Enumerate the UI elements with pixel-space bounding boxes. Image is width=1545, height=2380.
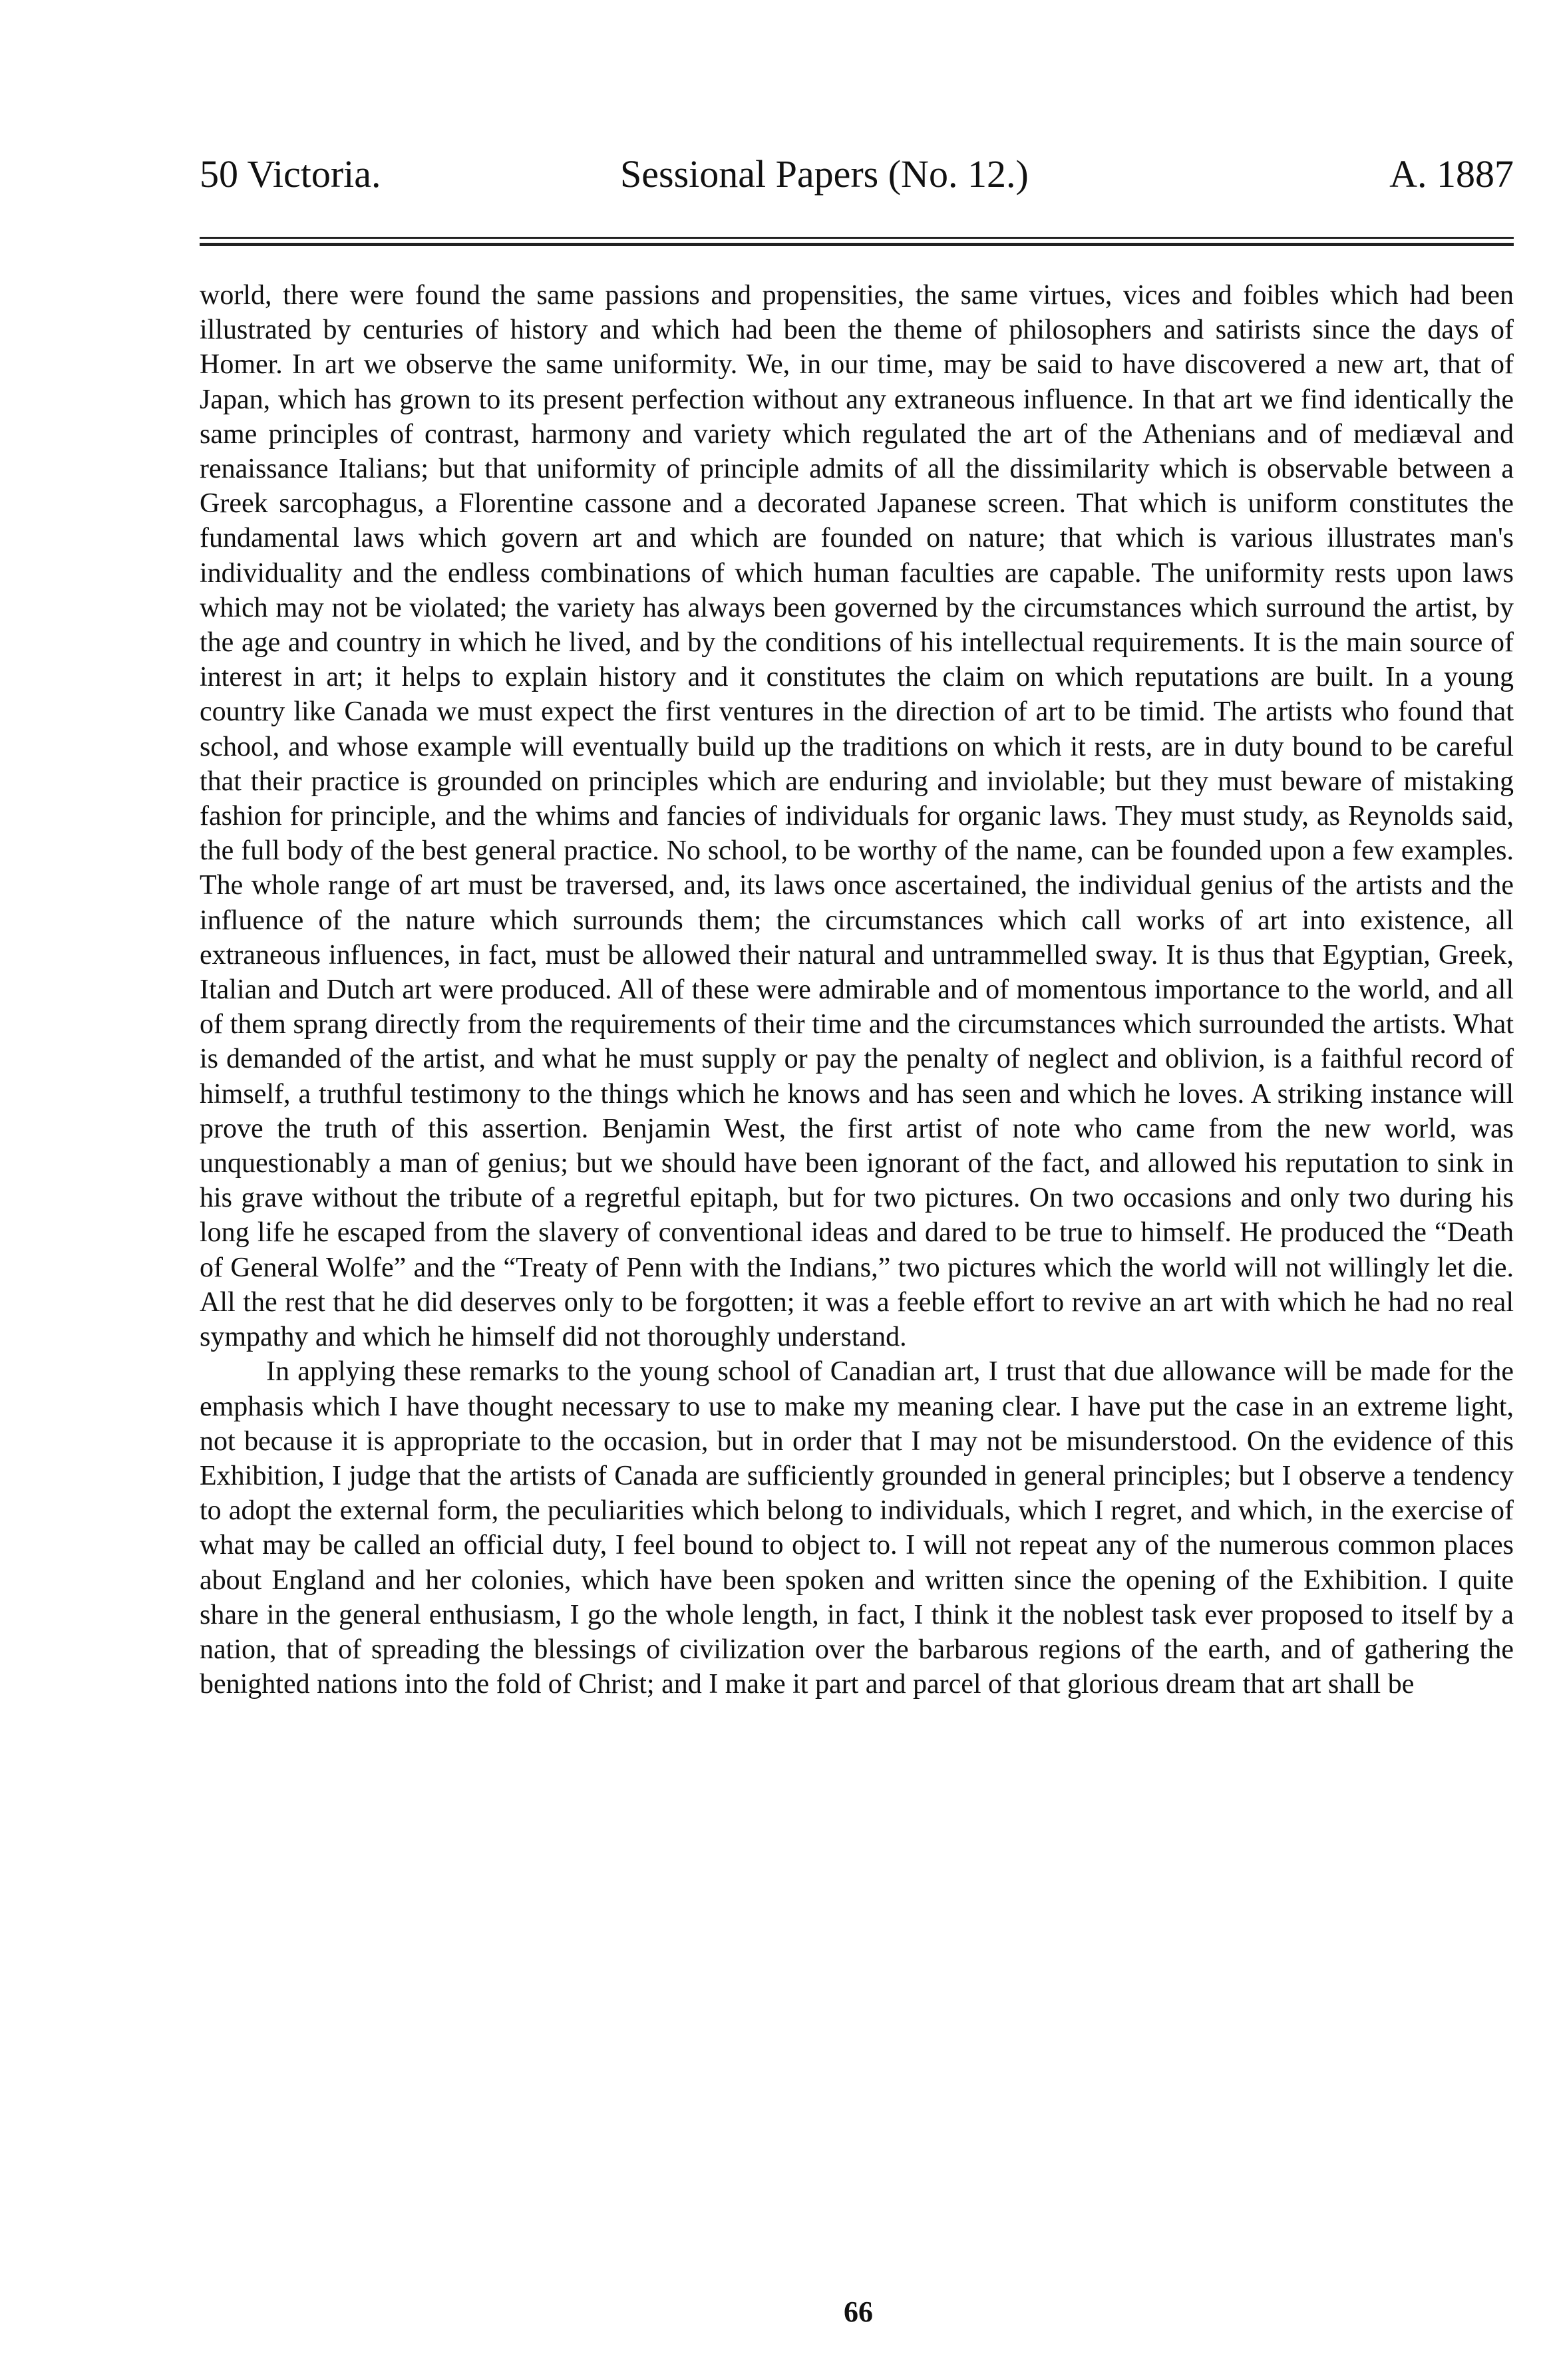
page-number: 66 [844, 2296, 873, 2328]
header-year: A. 1887 [1389, 152, 1514, 196]
running-header [200, 148, 1514, 201]
header-title: Sessional Papers (No. 12.) [620, 152, 1029, 196]
body-text [200, 278, 1514, 1702]
header-volume: 50 Victoria. [200, 152, 381, 196]
paragraph-2: In applying these remarks to the young school of Canadian art, I trust that due allowance will be made for the emphasis which I have thought necessary to use to make my meaning clear. I have put the case in an extreme light, not because it is appropriate to the occasion, but in order that I may not be misunderstood. On the evidence of this Exhibition, I judge that the artists of Canada are sufficiently grounded in general principles; but I observe a tendency to adopt the external form, the peculiarities which belong to individuals, which I regret, and which, in the exercise of what may be called an official duty, I feel bound to object to. I will not repeat any of the numerous common places about England and her colonies, which have been spoken and written since the opening of the Exhibition. I quite share in the general enthusiasm, I go the whole length, in fact, I think it the noblest task ever proposed to itself by a nation, that of spreading the blessings of civilization over the barbarous regions of the earth, and of gathering the benighted nations into the fold of Christ; and I make it part and parcel of that glorious dream that art shall be [200, 1356, 1514, 1700]
header-rule-thick [200, 243, 1514, 246]
paragraph-1: world, there were found the same passions and propensities, the same virtues, vices and foibles which had been illustrated by centuries of history and which had been the theme of philosophers and satirists since the days of Homer. In art we observe the same uniformity. We, in our time, may be said to have discovered a new art, that of Japan, which has grown to its present perfection without any extraneous influence. In that art we find identically the same principles of contrast, harmony and variety which regulated the art of the Athenians and of mediæval and renaissance Italians; but that uniformity of principle admits of all the dissimilarity which is observable between a Greek sarcophagus, a Florentine cassone and a decorated Japanese screen. That which is uniform constitutes the fundamental laws which govern art and which are founded on nature; that which is various illustrates man's individuality and the endless combinations of which human faculties are capable. The uniformity rests upon laws which may not be violated; the variety has always been governed by the circumstances which surround the artist, by the age and country in which he lived, and by the conditions of his intellectual requirements. It is the main source of interest in art; it helps to explain history and it constitutes the claim on which reputations are built. In a young country like Canada we must expect the first ventures in the direction of art to be timid. The artists who found that school, and whose example will eventually build up the traditions on which it rests, are in duty bound to be careful that their practice is grounded on principles which are enduring and inviolable; but they must beware of mistaking fashion for principle, and the whims and fancies of individuals for organic laws. They must study, as Reynolds said, the full body of the best general practice. No school, to be worthy of the name, can be founded upon a few examples. The whole range of art must be traversed, and, its laws once ascertained, the individual genius of the artists and the influence of the nature which surrounds them; the circumstances which call works of art into existence, all extraneous influences, in fact, must be allowed their natural and untrammelled sway. It is thus that Egyptian, Greek, Italian and Dutch art were produced. All of these were admirable and of momentous importance to the world, and all of them sprang directly from the requirements of their time and the circumstances which surrounded the artists. What is demanded of the artist, and what he must supply or pay the penalty of neglect and oblivion, is a faithful record of himself, a truthful testimony to the things which he knows and has seen and which he loves. A striking instance will prove the truth of this assertion. Benjamin West, the first artist of note who came from the new world, was unquestionably a man of genius; but we should have been ignorant of the fact, and allowed his reputation to sink in his grave without the tribute of a regretful epitaph, but for two pictures. On two occasions and only two during his long life he escaped from the slavery of conventional ideas and dared to be true to himself. He produced the “Death of General Wolfe” and the “Treaty of Penn with the Indians,” two pictures which the world will not willingly let die. All the rest that he did deserves only to be forgotten; it was a feeble effort to revive an art with which he had no real sympathy and which he himself did not thoroughly understand. [200, 280, 1514, 1353]
header-rule-thin [200, 237, 1514, 239]
